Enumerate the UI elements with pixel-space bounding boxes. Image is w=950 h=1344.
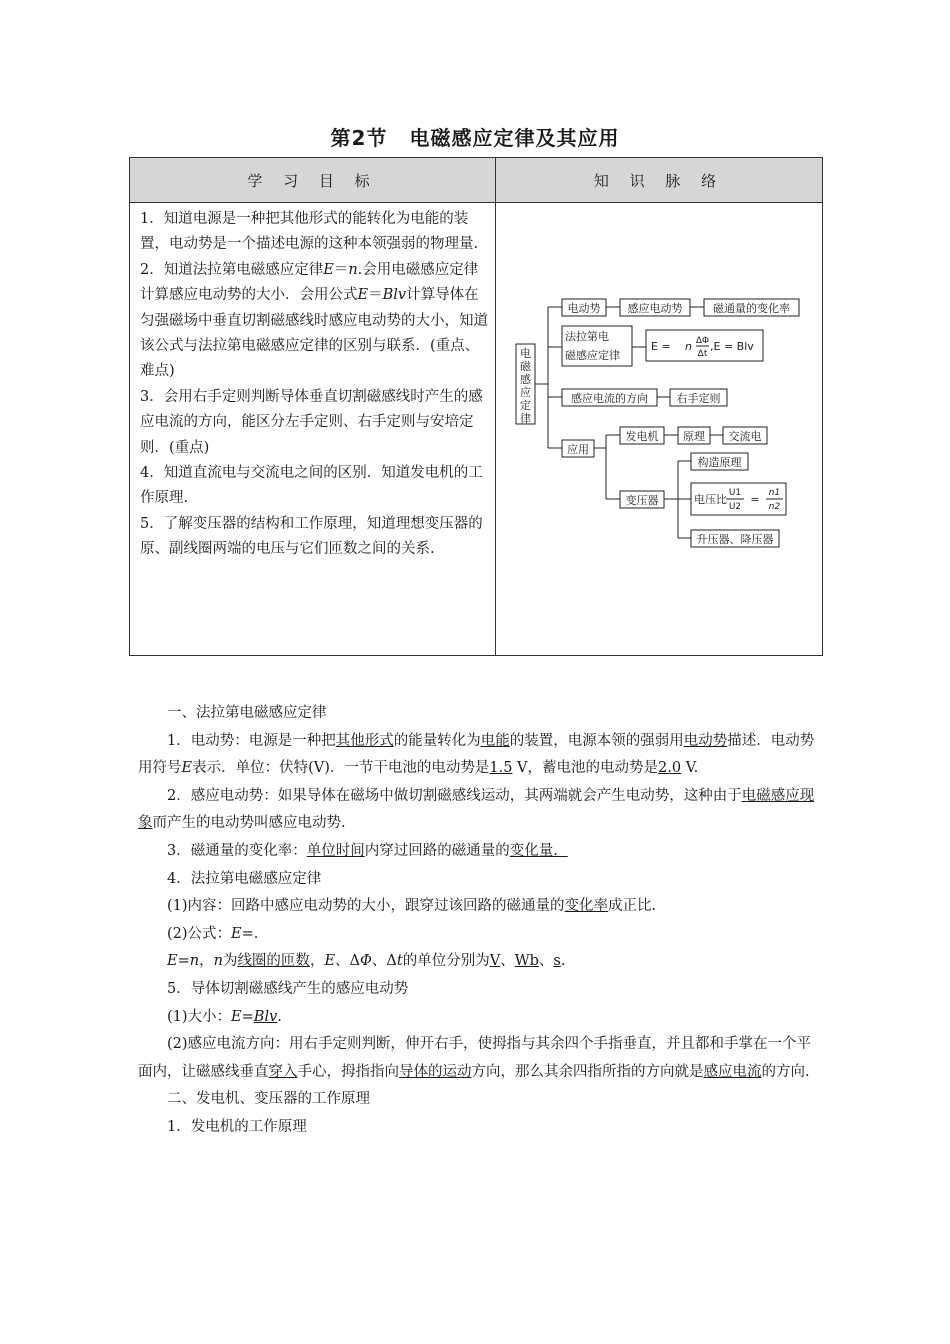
para-emf: 1．电动势：电源是一种把其他形式的能量转化为电能的装置，电源本领的强弱用电动势描述．电动势用符号E表示．单位：伏特(V)．一节干电池的电动势是1.5 V，蓄电池的电动势是2.0 V. [138,732,815,777]
para-flux-rate: 3．磁通量的变化率：单位时间内穿过回路的磁通量的变化量． [167,842,568,859]
label-faraday-1: 法拉第电 [565,330,609,343]
para-faraday-law: 4．法拉第电磁感应定律 [167,870,322,887]
para-direction: (2)感应电流方向：用右手定则判断，伸开右手，使拇指与其余四个手指垂直，并且都和手掌在一个平面内，让磁感线垂直穿入手心，拇指指向导体的运动方向，那么其余四指所指的方向就是感应电流的方向. [138,1036,812,1080]
lesson-content [138,700,818,1142]
label-formula-e2: ,E = Blv [710,340,754,353]
label-flux-rate: 磁通量的变化率 [713,302,790,315]
label-principle: 原理 [683,430,705,443]
section-number: 第2节 [330,126,388,150]
objectives-table [129,157,823,656]
label-faraday-2: 磁感应定律 [565,349,620,362]
label-n2: n2 [768,502,781,512]
root-label-1: 电 [520,347,531,360]
label-application: 应用 [567,443,589,456]
para-cutting-emf: 5．导体切割磁感线产生的感应电动势 [167,980,409,997]
label-emf: 电动势 [567,302,601,315]
page-title [0,122,950,151]
root-label-4: 应 [520,386,531,399]
label-formula-dt: Δt [697,349,708,359]
para-formula: (2)公式：E=. [167,925,259,942]
root-label-6: 律 [520,412,531,425]
root-label-2: 磁 [520,360,531,373]
para-magnitude: (1)大小：E=Blv. [167,1008,282,1025]
label-right-hand-rule: 右手定则 [676,392,721,405]
root-label-3: 感 [520,373,531,386]
section-2-heading: 二、发电机、变压器的工作原理 [167,1091,370,1108]
goal-3: 3．会用右手定则判断导体垂直切割磁感线时产生的感应电流的方向，能区分左手定则、右手定则与安培定则．(重点) [140,388,483,456]
label-formula-dphi: ΔΦ [695,336,710,346]
label-formula-n: n [685,340,692,353]
label-ac: 交流电 [728,430,762,443]
goal-2: 2．知道法拉第电磁感应定律E＝n.会用电磁感应定律计算感应电动势的大小．会用公式E＝Blv计算导体在匀强磁场中垂直切割磁感线时感应电动势的大小，知道该公式与法拉第电磁感应定律的区别与联系．(重点、难点) [140,261,488,380]
label-structure: 构造原理 [697,456,742,469]
goal-4: 4．知道直流电与交流电之间的区别．知道发电机的工作原理. [140,465,483,507]
label-u2: U2 [728,502,742,512]
goal-1: 1．知道电源是一种把其他形式的能转化为电能的装置，电动势是一个描述电源的这种本领强弱的物理量. [140,211,479,253]
para-induced-emf: 2．感应电动势：如果导体在磁场中做切割磁感线运动，其两端就会产生电动势，这种由于电磁感应现象而产生的电动势叫感应电动势. [138,787,815,832]
label-generator: 发电机 [625,430,659,443]
label-voltage-ratio: 电压比 [694,493,727,506]
knowledge-map-cell [496,203,823,656]
section-name: 电磁感应定律及其应用 [409,126,620,150]
label-transformer: 变压器 [625,494,659,507]
label-current-direction: 感应电流的方向 [571,392,648,405]
para-generator-principle: 1．发电机的工作原理 [167,1118,307,1135]
goal-5: 5．了解变压器的结构和工作原理，知道理想变压器的原、副线圈两端的电压与它们匝数之间的关系. [140,515,483,558]
header-learning-goals: 学 习 目 标 [130,158,496,203]
para-formula-units: E=n，n为线圈的匝数，E、ΔΦ、Δt的单位分别为V、Wb、s. [167,953,566,970]
label-formula-e1: E = [651,340,671,353]
label-step: 升压器、降压器 [696,533,774,546]
learning-goals-cell [130,203,496,656]
section-1-heading: 一、法拉第电磁感应定律 [167,705,327,721]
label-u1: U1 [728,488,742,498]
label-induced-emf: 感应电动势 [627,302,683,315]
para-content: (1)内容：回路中感应电动势的大小，跟穿过该回路的磁通量的变化率成正比. [167,898,657,915]
label-n1: n1 [768,488,781,498]
label-eq: = [750,493,760,506]
root-label-5: 定 [520,399,531,412]
header-knowledge-map: 知 识 脉 络 [496,158,823,203]
knowledge-map-diagram [496,203,822,651]
